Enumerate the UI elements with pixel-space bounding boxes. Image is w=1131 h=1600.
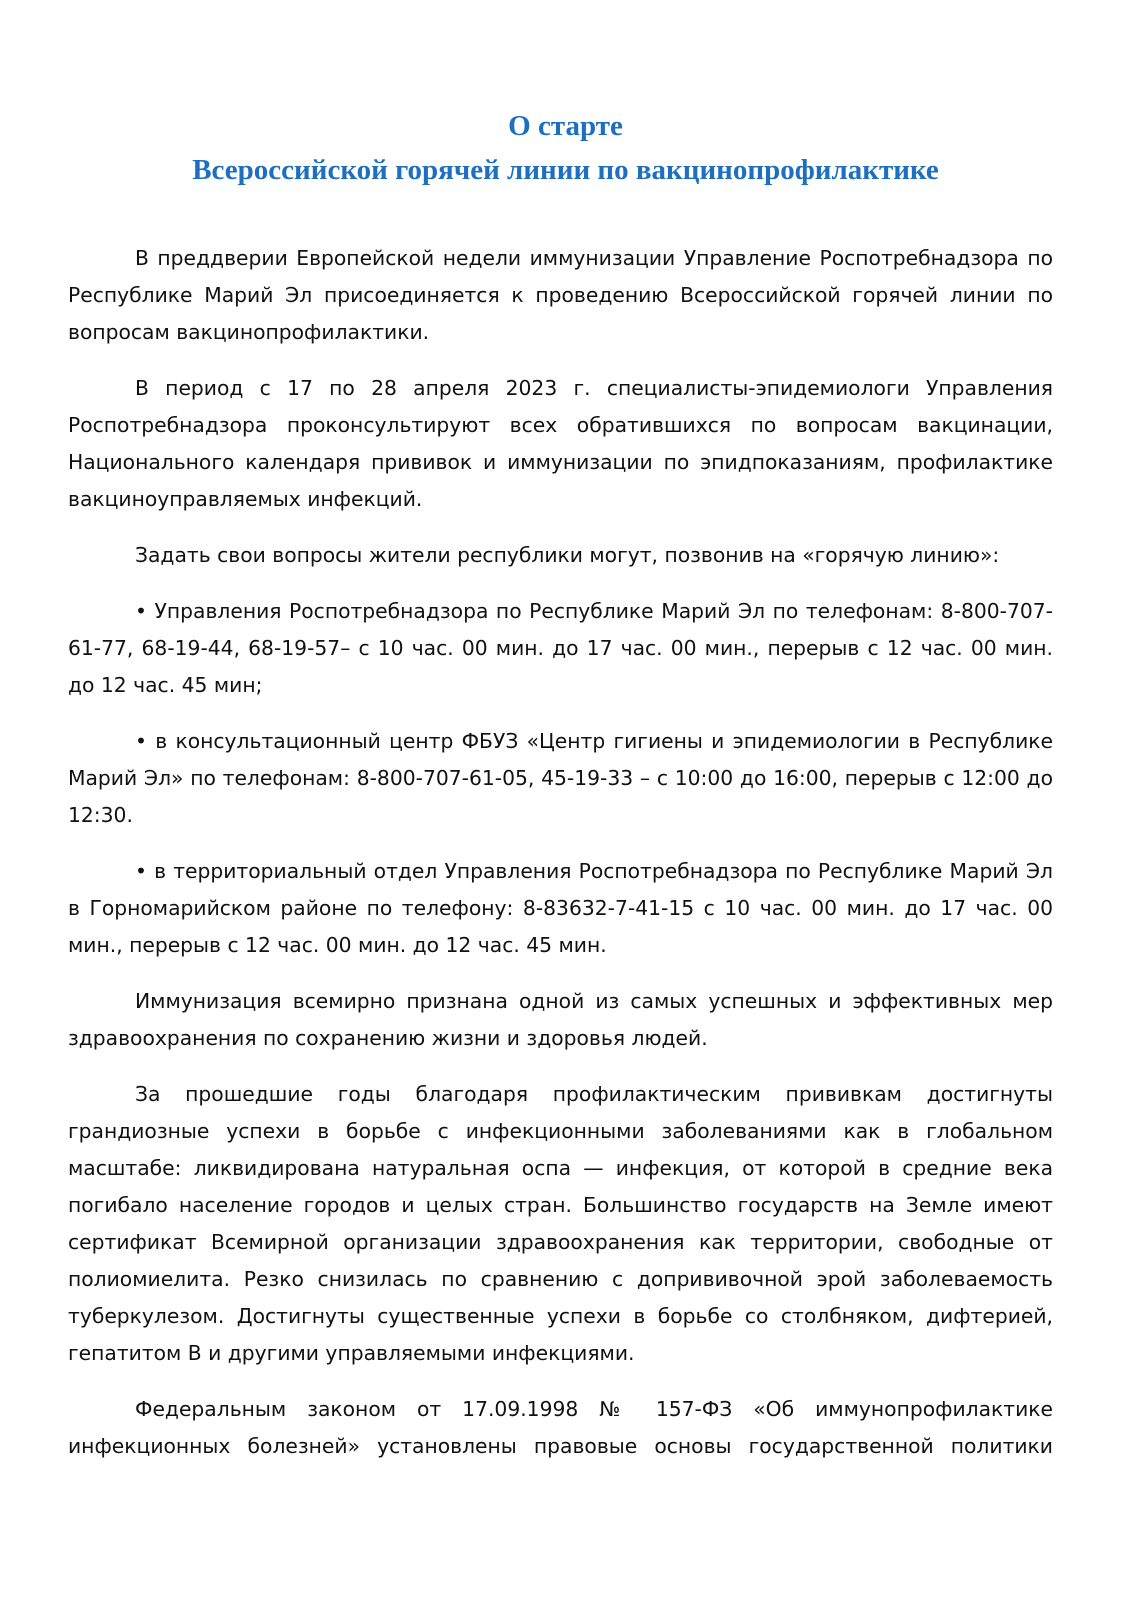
list-item-hotline-rospotrebnadzor: • Управления Роспотребнадзора по Республике Марий Эл по телефонам: 8-800-707-61-77, 68-19-44, 68-19-57– с 10 час. 00 мин. до 17 час. 00 мин., перерыв с 12 час. 00 мин. до 12 час. 45 мин; bbox=[68, 599, 1053, 697]
document-body bbox=[68, 240, 1053, 1484]
list-item-hotline-fbuz: • в консультационный центр ФБУЗ «Центр гигиены и эпидемиологии в Республике Марий Эл» по телефонам: 8-800-707-61-05, 45-19-33 – с 10:00 до 16:00, перерыв с 12:00 до 12:30. bbox=[68, 729, 1053, 827]
list-item-hotline-gornomariysky: • в территориальный отдел Управления Роспотребнадзора по Республике Марий Эл в Горномарийском районе по телефону: 8-83632-7-41-15 с 10 час. 00 мин. до 17 час. 00 мин., перерыв с 12 час. 00 мин. до 12 час. 45 мин. bbox=[68, 859, 1053, 957]
paragraph-period: В период с 17 по 28 апреля 2023 г. специалисты-эпидемиологи Управления Роспотребнадзора проконсультируют всех обратившихся по вопросам вакцинации, Национального календаря прививок и иммунизации по эпидпоказаниям, профилактике вакциноуправляемых инфекций. bbox=[68, 376, 1053, 511]
paragraph-hotline-intro: Задать свои вопросы жители республики могут, позвонив на «горячую линию»: bbox=[135, 543, 1000, 567]
paragraph-intro: В преддверии Европейской недели иммунизации Управление Роспотребнадзора по Республике Марий Эл присоединяется к проведению Всероссийской горячей линии по вопросам вакцинопрофилактики. bbox=[68, 246, 1053, 344]
paragraph-immunization: Иммунизация всемирно признана одной из самых успешных и эффективных мер здравоохранения по сохранению жизни и здоровья людей. bbox=[68, 989, 1053, 1050]
document-title-line-2: Всероссийской горячей линии по вакцинопрофилактике bbox=[192, 154, 939, 186]
document-title-line-1: О старте bbox=[508, 110, 623, 142]
paragraph-federal-law: Федеральным законом от 17.09.1998 № 157-ФЗ «Об иммунопрофилактике инфекционных болезней» установлены правовые основы государственной политики bbox=[68, 1397, 1053, 1458]
paragraph-achievements: За прошедшие годы благодаря профилактическим прививкам достигнуты грандиозные успехи в борьбе с инфекционными заболеваниями как в глобальном масштабе: ликвидирована натуральная оспа — инфекция, от которой в средние века погибало население городов и целых стран. Большинство государств на Земле имеют сертификат Всемирной организации здравоохранения как территории, свободные от полиомиелита. Резко снизилась по сравнению с допрививочной эрой заболеваемость туберкулезом. Достигнуты существенные успехи в борьбе со столбняком, дифтерией, гепатитом В и другими управляемыми инфекциями. bbox=[68, 1082, 1053, 1365]
